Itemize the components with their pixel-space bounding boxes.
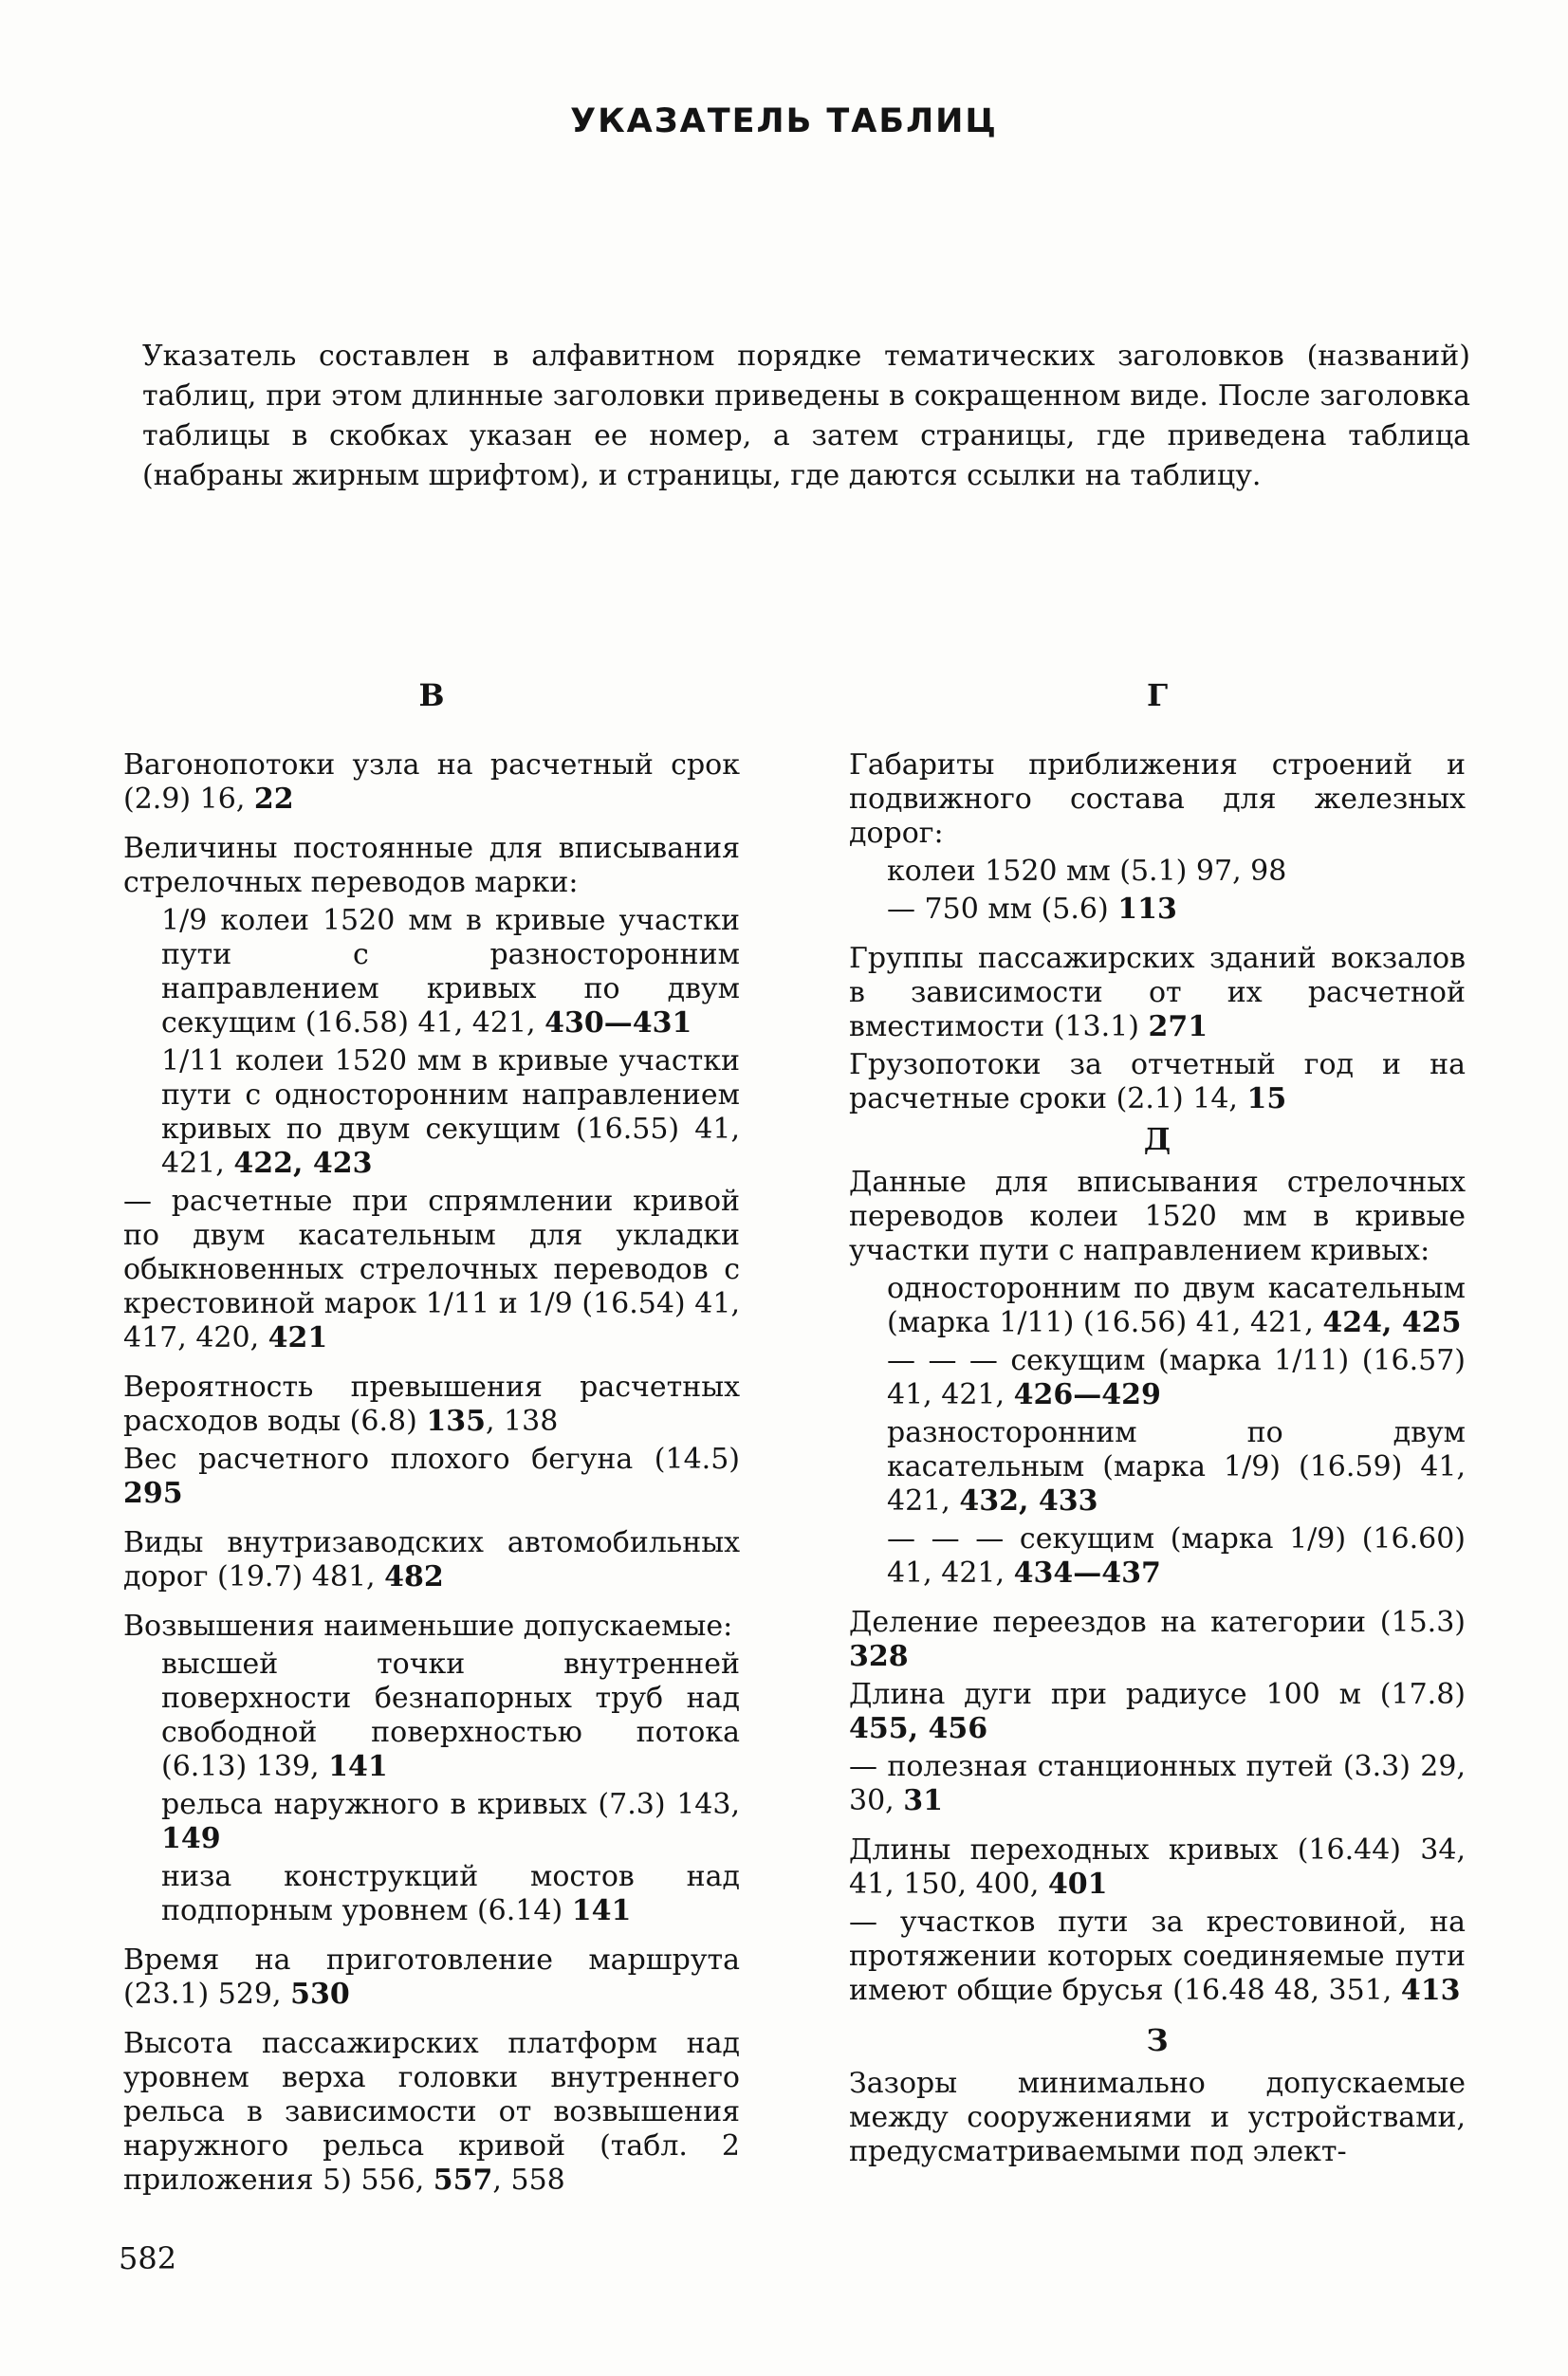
page-number: 582 — [119, 2240, 177, 2276]
index-entry: Вес расчетного плохого бегуна (14.5) 295 — [123, 1443, 740, 1510]
index-entry: Зазоры минимально допускаемые между сооружениями и устройствами, предусматриваемыми под элект- — [849, 2067, 1466, 2168]
index-entry: Вагонопотоки узла на расчетный срок (2.9) 16, 22 — [123, 748, 740, 816]
index-subentry: низа конструкций мостов над подпорным уровнем (6.14) 141 — [161, 1860, 740, 1927]
index-subentry: — 750 мм (5.6) 113 — [887, 893, 1177, 926]
section-letter-z: З — [1146, 2022, 1169, 2058]
index-entry: Группы пассажирских зданий вокзалов в зависимости от их расчетной вместимости (13.1) 271 — [849, 942, 1466, 1043]
index-entry: Длины переходных кривых (16.44) 34, 41, 150, 400, 401 — [849, 1833, 1466, 1901]
index-entry: Грузопотоки за отчетный год и на расчетные сроки (2.1) 14, 15 — [849, 1048, 1466, 1115]
index-entry: Высота пассажирских платформ над уровнем верха головки внутреннего рельса в зависимости от возвышения наружного рельса кривой (табл. 2 приложения 5) 556, 557, 558 — [123, 2027, 740, 2197]
index-subentry: — — — секущим (марка 1/9) (16.60) 41, 421, 434—437 — [887, 1522, 1466, 1590]
index-subentry: 1/11 колеи 1520 мм в кривые участки пути с односторонним направлением кривых по двум секущим (16.55) 41, 421, 422, 423 — [161, 1044, 740, 1180]
index-entry: Данные для вписывания стрелочных переводов колеи 1520 мм в кривые участки пути с направлением кривых: — [849, 1166, 1466, 1267]
index-entry: Вероятность превышения расчетных расходов воды (6.8) 135, 138 — [123, 1371, 740, 1438]
page-title: УКАЗАТЕЛЬ ТАБЛИЦ — [570, 102, 998, 140]
section-letter-g: Г — [1146, 677, 1169, 713]
intro-paragraph: Указатель составлен в алфавитном порядке тематических заголовков (названий) таблиц, при этом длинные заголовки приведены в сокращенном виде. После заголовка таблицы в скобках указан ее номер, а затем страницы, где приведена таблица (набраны жирным шрифтом), и страницы, где даются ссылки на таблицу. — [142, 340, 1470, 492]
section-letter-d: Д — [1143, 1121, 1171, 1157]
index-entry: Деление переездов на категории (15.3) 328 — [849, 1606, 1466, 1673]
index-subentry: — — — секущим (марка 1/11) (16.57) 41, 421, 426—429 — [887, 1344, 1466, 1411]
index-subentry: высшей точки внутренней поверхности безнапорных труб над свободной поверхностью потока (6.13) 139, 141 — [161, 1648, 740, 1783]
section-letter-v: В — [418, 677, 445, 713]
index-subentry: — участков пути за крестовиной, на протяжении которых соединяемые пути имеют общие брусья (16.48 48, 351, 413 — [849, 1906, 1466, 2007]
index-subentry: разносторонним по двум касательным (марка 1/9) (16.59) 41, 421, 432, 433 — [887, 1416, 1466, 1518]
index-subentry: колеи 1520 мм (5.1) 97, 98 — [887, 855, 1287, 888]
index-subentry: — полезная станционных путей (3.3) 29, 30, 31 — [849, 1750, 1466, 1817]
index-subentry: — расчетные при спрямлении кривой по двум касательным для укладки обыкновенных стрелочных переводов с крестовиной марок 1/11 и 1/9 (16.54) 41, 417, 420, 421 — [123, 1185, 740, 1354]
index-subentry: односторонним по двум касательным (марка 1/11) (16.56) 41, 421, 424, 425 — [887, 1272, 1466, 1339]
right-column — [849, 678, 1466, 2184]
index-entry: Виды внутризаводских автомобильных дорог (19.7) 481, 482 — [123, 1526, 740, 1593]
index-entry: Габариты приближения строений и подвижного состава для железных дорог: — [849, 748, 1466, 850]
index-entry: Длина дуги при радиусе 100 м (17.8) 455, 456 — [849, 1678, 1466, 1745]
index-subentry: рельса наружного в кривых (7.3) 143, 149 — [161, 1788, 740, 1855]
index-subentry: 1/9 колеи 1520 мм в кривые участки пути с разносторонним направлением кривых по двум секущим (16.58) 41, 421, 430—431 — [161, 904, 740, 1040]
index-entry: Время на приготовление маршрута (23.1) 529, 530 — [123, 1943, 740, 2011]
left-column — [123, 678, 740, 2213]
index-entry: Величины постоянные для вписывания стрелочных переводов марки: — [123, 832, 740, 899]
index-entry: Возвышения наименьшие допускаемые: — [123, 1610, 733, 1643]
